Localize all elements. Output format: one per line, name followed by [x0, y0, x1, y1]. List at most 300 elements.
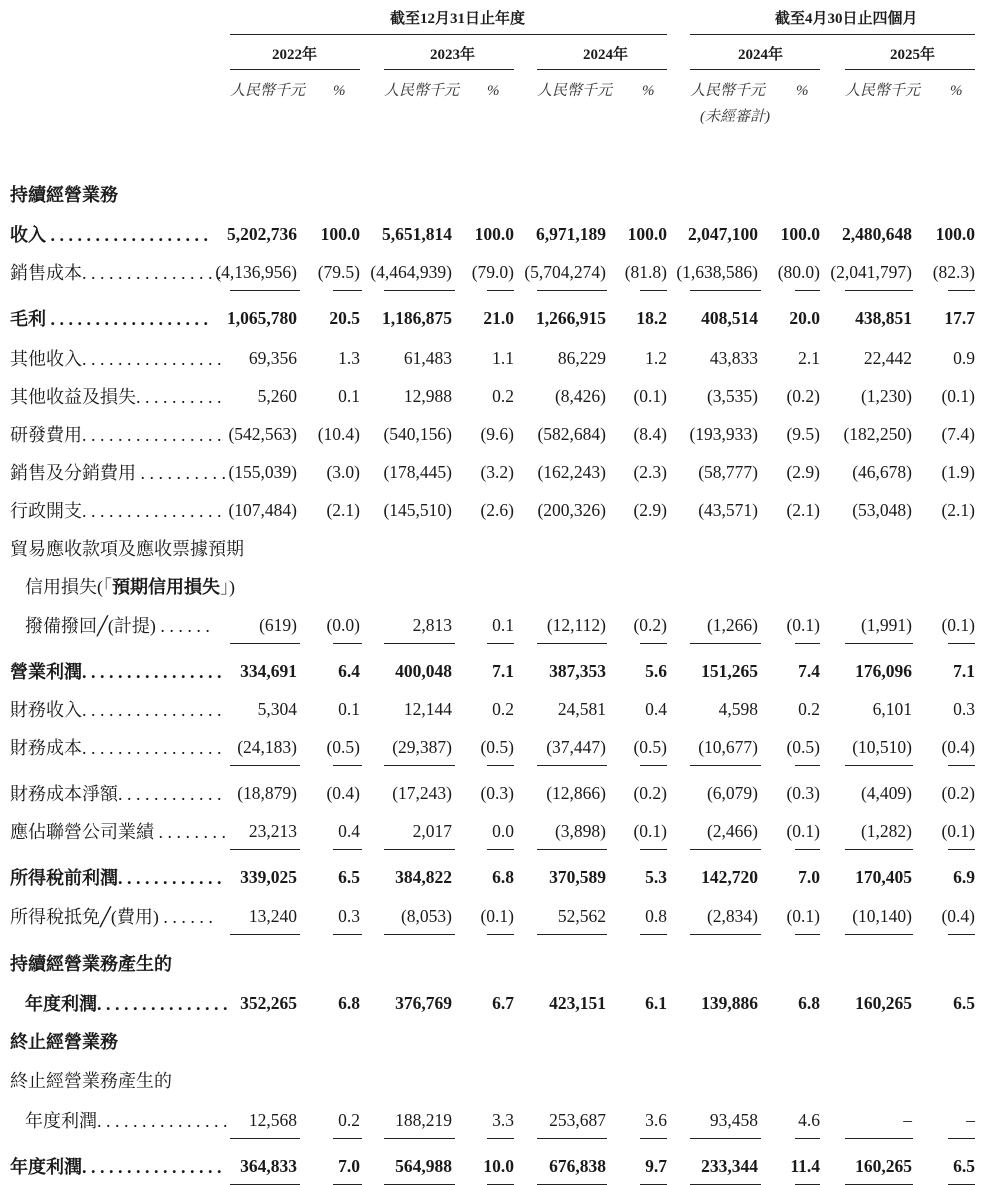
amount-cell: 400,048 [395, 661, 452, 681]
amount-cell: 69,356 [248, 348, 297, 368]
row-label: 所得稅前利潤. . . . . . . . . . . . [10, 868, 222, 888]
percent-cell: 5.6 [645, 661, 667, 681]
percent-cell: 0.8 [645, 906, 667, 926]
amount-cell: 408,514 [701, 308, 758, 328]
percent-cell: 0.2 [798, 699, 820, 719]
year-underline [384, 69, 514, 70]
percent-cell: 5.3 [645, 867, 667, 887]
percent-cell: (0.3) [786, 783, 820, 803]
row-label: 年度利潤. . . . . . . . . . . . . . . [25, 994, 228, 1014]
amount-cell: 23,213 [248, 821, 297, 841]
amount-cell: (12,112) [546, 615, 606, 635]
percent-cell: 100.0 [780, 224, 820, 244]
year-header-2024-four-months: 2024年 [738, 47, 784, 63]
amount-cell: (17,243) [392, 783, 452, 803]
amount-cell: (193,933) [689, 424, 758, 444]
amount-cell: 1,186,875 [382, 308, 452, 328]
percent-cell: 0.3 [953, 699, 975, 719]
percent-cell: (2.9) [786, 462, 820, 482]
percent-cell: 3.6 [645, 1110, 667, 1130]
percent-cell: (2.1) [786, 500, 820, 520]
percent-cell: 10.0 [483, 1156, 514, 1176]
year-underline [537, 69, 667, 70]
amount-cell: 22,442 [863, 348, 912, 368]
row-label: 所得稅抵免╱(費用) . . . . . . [10, 907, 213, 927]
percent-cell: 0.4 [338, 821, 360, 841]
defined-term: 預期信用損失 [112, 577, 220, 597]
total-underline [384, 765, 455, 766]
amount-cell: (53,048) [852, 500, 912, 520]
row-label: 年度利潤. . . . . . . . . . . . . . . . [10, 1157, 222, 1177]
percent-cell: 6.8 [338, 993, 360, 1013]
amount-cell: (3,535) [706, 386, 758, 406]
total-underline [640, 765, 667, 766]
total-underline [384, 290, 455, 291]
total-underline [230, 934, 300, 935]
percent-cell: (0.1) [941, 821, 975, 841]
year-header-2025-four-months: 2025年 [890, 47, 936, 63]
total-underline [333, 765, 362, 766]
percent-cell: 6.1 [645, 993, 667, 1013]
amount-cell: 13,240 [248, 906, 297, 926]
unit-rmb-label: 人民幣千元 [537, 83, 613, 99]
percent-cell: (3.2) [480, 462, 514, 482]
total-underline [795, 643, 820, 644]
amount-cell: 233,344 [701, 1156, 758, 1176]
percent-cell: 100.0 [627, 224, 667, 244]
amount-cell: 170,405 [855, 867, 912, 887]
amount-cell: (145,510) [383, 500, 452, 520]
amount-cell: 2,047,100 [688, 224, 758, 244]
percent-cell: 100.0 [935, 224, 975, 244]
total-underline [230, 1138, 300, 1139]
amount-cell: 160,265 [855, 1156, 912, 1176]
row-label: 收入 . . . . . . . . . . . . . . . . . . [10, 225, 208, 245]
percent-cell: (0.5) [786, 737, 820, 757]
amount-cell: (10,140) [852, 906, 912, 926]
amount-cell: (107,484) [228, 500, 297, 520]
total-underline [690, 643, 761, 644]
amount-cell: (3,898) [554, 821, 606, 841]
total-underline [640, 643, 667, 644]
amount-cell: (37,447) [546, 737, 606, 757]
total-underline [333, 290, 362, 291]
amount-cell: (12,866) [546, 783, 606, 803]
total-underline [690, 849, 761, 850]
amount-cell: 43,833 [709, 348, 758, 368]
row-label: 財務成本. . . . . . . . . . . . . . . . [10, 738, 222, 758]
unit-rmb-label: 人民幣千元 [845, 83, 921, 99]
percent-cell: (0.0) [326, 615, 360, 635]
amount-cell: 376,769 [395, 993, 452, 1013]
percent-cell: 11.4 [790, 1156, 820, 1176]
percent-cell: 17.7 [944, 308, 975, 328]
group-header-year-ended: 截至12月31日止年度 [390, 11, 526, 27]
percent-cell: (79.0) [471, 262, 514, 282]
amount-cell: 339,025 [240, 867, 297, 887]
percent-cell: (7.4) [941, 424, 975, 444]
percent-cell: (81.8) [624, 262, 667, 282]
percent-cell: 6.5 [953, 993, 975, 1013]
percent-cell: (0.4) [326, 783, 360, 803]
percent-cell: 4.6 [798, 1110, 820, 1130]
percent-cell: 6.8 [798, 993, 820, 1013]
amount-cell: 2,813 [412, 615, 452, 635]
percent-cell: 18.2 [636, 308, 667, 328]
percent-cell: (0.2) [786, 386, 820, 406]
percent-cell: (2.1) [941, 500, 975, 520]
percent-cell: 0.9 [953, 348, 975, 368]
percent-cell: (0.1) [480, 906, 514, 926]
percent-cell: 0.1 [338, 699, 360, 719]
percent-cell: (0.4) [941, 737, 975, 757]
percent-cell: 21.0 [483, 308, 514, 328]
percent-cell: 0.3 [338, 906, 360, 926]
amount-cell: 5,260 [257, 386, 297, 406]
total-underline [384, 643, 455, 644]
percent-cell: 1.1 [492, 348, 514, 368]
year-underline [230, 69, 360, 70]
amount-cell: 2,017 [412, 821, 452, 841]
amount-cell: 384,822 [395, 867, 452, 887]
group-header-four-months: 截至4月30日止四個月 [775, 11, 918, 27]
total-underline [948, 849, 975, 850]
amount-cell: (1,638,586) [676, 262, 758, 282]
total-underline [640, 290, 667, 291]
total-underline [537, 849, 607, 850]
percent-cell: 7.4 [798, 661, 820, 681]
total-underline [795, 765, 820, 766]
row-label: 貿易應收款項及應收票據預期 [10, 539, 244, 559]
total-underline [690, 934, 761, 935]
percent-cell: 0.4 [645, 699, 667, 719]
row-label: 銷售及分銷費用 . . . . . . . . . . [10, 463, 226, 483]
percent-cell: (0.4) [941, 906, 975, 926]
row-label: 研發費用. . . . . . . . . . . . . . . . [10, 425, 222, 445]
amount-cell: 160,265 [855, 993, 912, 1013]
percent-cell: 0.1 [338, 386, 360, 406]
row-label: 年度利潤. . . . . . . . . . . . . . . [25, 1111, 228, 1131]
percent-cell: 100.0 [474, 224, 514, 244]
total-underline [948, 643, 975, 644]
total-underline [948, 765, 975, 766]
percent-cell: (0.1) [786, 615, 820, 635]
total-underline [487, 934, 514, 935]
amount-cell: (2,834) [706, 906, 758, 926]
amount-cell: 52,562 [557, 906, 606, 926]
percent-cell: 3.3 [492, 1110, 514, 1130]
total-underline [845, 290, 913, 291]
percent-cell: (8.4) [633, 424, 667, 444]
percent-cell: (0.1) [633, 821, 667, 841]
percent-cell: (2.9) [633, 500, 667, 520]
percent-cell: (1.9) [941, 462, 975, 482]
row-label: 財務成本淨額. . . . . . . . . . . . [10, 784, 222, 804]
amount-cell: 438,851 [855, 308, 912, 328]
amount-cell: 6,101 [872, 699, 912, 719]
percent-cell: (0.1) [633, 386, 667, 406]
amount-cell: 12,144 [403, 699, 452, 719]
year-underline [845, 69, 975, 70]
row-label: 營業利潤. . . . . . . . . . . . . . . . [10, 662, 222, 682]
percent-cell: (80.0) [777, 262, 820, 282]
amount-cell: (18,879) [237, 783, 297, 803]
percent-cell: (82.3) [932, 262, 975, 282]
unit-pct-label: % [487, 83, 500, 99]
amount-cell: (4,464,939) [370, 262, 452, 282]
unit-pct-label: % [333, 83, 346, 99]
row-label: 毛利 . . . . . . . . . . . . . . . . . . [10, 309, 208, 329]
amount-cell: 352,265 [240, 993, 297, 1013]
percent-cell: 9.7 [645, 1156, 667, 1176]
total-underline [690, 765, 761, 766]
total-underline [948, 290, 975, 291]
row-label: 行政開支. . . . . . . . . . . . . . . . [10, 501, 222, 521]
percent-cell: (2.1) [326, 500, 360, 520]
amount-cell: (162,243) [537, 462, 606, 482]
percent-cell: (10.4) [317, 424, 360, 444]
total-underline [537, 290, 607, 291]
amount-cell: 151,265 [701, 661, 758, 681]
total-underline [537, 1138, 607, 1139]
percent-cell: 7.1 [953, 661, 975, 681]
row-label: 財務收入. . . . . . . . . . . . . . . . [10, 700, 222, 720]
percent-cell: – [966, 1110, 975, 1130]
percent-cell: 6.5 [953, 1156, 975, 1176]
year-header-2024: 2024年 [583, 47, 629, 63]
amount-cell: (46,678) [852, 462, 912, 482]
total-underline [690, 290, 761, 291]
total-underline [333, 934, 362, 935]
amount-cell: 176,096 [855, 661, 912, 681]
percent-cell: 20.5 [329, 308, 360, 328]
amount-cell: 6,971,189 [536, 224, 606, 244]
percent-cell: (0.2) [941, 783, 975, 803]
amount-cell: (6,079) [706, 783, 758, 803]
percent-cell: 7.0 [338, 1156, 360, 1176]
total-underline [845, 1138, 913, 1139]
amount-cell: (29,387) [392, 737, 452, 757]
amount-cell: (4,409) [860, 783, 912, 803]
amount-cell: 139,886 [701, 993, 758, 1013]
amount-cell: 86,229 [557, 348, 606, 368]
percent-cell: 0.0 [492, 821, 514, 841]
percent-cell: 7.1 [492, 661, 514, 681]
percent-cell: 0.2 [492, 386, 514, 406]
total-underline [795, 849, 820, 850]
total-underline [537, 765, 607, 766]
amount-cell: (582,684) [537, 424, 606, 444]
row-label: 信用損失(「預期信用損失」) [25, 577, 235, 597]
unit-pct-label: % [642, 83, 655, 99]
percent-cell: (0.5) [633, 737, 667, 757]
percent-cell: 6.8 [492, 867, 514, 887]
amount-cell: (542,563) [228, 424, 297, 444]
amount-cell: 423,151 [549, 993, 606, 1013]
total-underline [384, 934, 455, 935]
year-underline [690, 69, 820, 70]
percent-cell: (0.1) [941, 386, 975, 406]
percent-cell: (0.5) [480, 737, 514, 757]
total-underline [640, 934, 667, 935]
total-underline [537, 934, 607, 935]
amount-cell: 61,483 [403, 348, 452, 368]
amount-cell: (178,445) [383, 462, 452, 482]
section-heading: 持續經營業務產生的 [10, 954, 172, 974]
amount-cell: (8,426) [554, 386, 606, 406]
total-underline [333, 849, 362, 850]
percent-cell: (0.2) [633, 783, 667, 803]
amount-cell: (10,677) [698, 737, 758, 757]
year-header-2023: 2023年 [430, 47, 476, 63]
amount-cell: 2,480,648 [842, 224, 912, 244]
total-underline [487, 765, 514, 766]
amount-cell: (8,053) [400, 906, 452, 926]
percent-cell: (2.3) [633, 462, 667, 482]
percent-cell: (79.5) [317, 262, 360, 282]
amount-cell: (10,510) [852, 737, 912, 757]
total-underline [230, 290, 300, 291]
percent-cell: (0.1) [786, 906, 820, 926]
total-underline [487, 290, 514, 291]
percent-cell: 0.2 [338, 1110, 360, 1130]
total-underline [333, 643, 362, 644]
percent-cell: 6.5 [338, 867, 360, 887]
percent-cell: 0.1 [492, 615, 514, 635]
amount-cell: (200,326) [537, 500, 606, 520]
amount-cell: (155,039) [228, 462, 297, 482]
amount-cell: (619) [259, 615, 297, 635]
total-underline [333, 1138, 362, 1139]
amount-cell: 188,219 [395, 1110, 452, 1130]
amount-cell: (540,156) [383, 424, 452, 444]
amount-cell: 1,065,780 [227, 308, 297, 328]
amount-cell: (5,704,274) [524, 262, 606, 282]
total-underline [795, 290, 820, 291]
total-underline [690, 1138, 761, 1139]
amount-cell: 5,304 [257, 699, 297, 719]
total-underline [230, 849, 300, 850]
percent-cell: (0.3) [480, 783, 514, 803]
group-underline-year [230, 34, 667, 35]
percent-cell: 7.0 [798, 867, 820, 887]
percent-cell: 6.9 [953, 867, 975, 887]
amount-cell: 12,988 [403, 386, 452, 406]
amount-cell: 5,651,814 [382, 224, 452, 244]
amount-cell: 93,458 [709, 1110, 758, 1130]
total-underline [230, 765, 300, 766]
total-underline [845, 643, 913, 644]
amount-cell: 387,353 [549, 661, 606, 681]
amount-cell: (182,250) [843, 424, 912, 444]
percent-cell: (9.6) [480, 424, 514, 444]
row-label: 銷售成本. . . . . . . . . . . . . . . . [10, 263, 222, 283]
amount-cell: 370,589 [549, 867, 606, 887]
total-underline [948, 934, 975, 935]
total-underline [948, 1138, 975, 1139]
amount-cell: 564,988 [395, 1156, 452, 1176]
total-underline [384, 849, 455, 850]
amount-cell: 364,833 [240, 1156, 297, 1176]
unit-rmb-label: 人民幣千元 [230, 83, 306, 99]
percent-cell: 100.0 [320, 224, 360, 244]
percent-cell: (9.5) [786, 424, 820, 444]
percent-cell: (0.1) [941, 615, 975, 635]
total-underline [384, 1138, 455, 1139]
amount-cell: – [903, 1110, 912, 1130]
amount-cell: 253,687 [549, 1110, 606, 1130]
amount-cell: (58,777) [698, 462, 758, 482]
total-underline [640, 849, 667, 850]
percent-cell: (0.1) [786, 821, 820, 841]
amount-cell: 676,838 [549, 1156, 606, 1176]
percent-cell: (3.0) [326, 462, 360, 482]
percent-cell: (2.6) [480, 500, 514, 520]
total-underline [845, 849, 913, 850]
amount-cell: 4,598 [718, 699, 758, 719]
percent-cell: 1.2 [645, 348, 667, 368]
section-heading: 終止經營業務 [10, 1032, 118, 1052]
amount-cell: 12,568 [248, 1110, 297, 1130]
percent-cell: 20.0 [789, 308, 820, 328]
amount-cell: (1,230) [860, 386, 912, 406]
total-underline [845, 765, 913, 766]
percent-cell: (0.2) [633, 615, 667, 635]
amount-cell: 334,691 [240, 661, 297, 681]
percent-cell: 0.2 [492, 699, 514, 719]
amount-cell: (24,183) [237, 737, 297, 757]
unit-rmb-label: 人民幣千元 [690, 83, 766, 99]
percent-cell: 1.3 [338, 348, 360, 368]
unit-pct-label: % [950, 83, 963, 99]
row-label: 應佔聯營公司業績 . . . . . . . . [10, 822, 226, 842]
percent-cell: 6.4 [338, 661, 360, 681]
unaudited-note: (未經審計) [700, 109, 770, 125]
percent-cell: (0.5) [326, 737, 360, 757]
total-underline [230, 643, 300, 644]
amount-cell: (2,041,797) [830, 262, 912, 282]
amount-cell: (4,136,956) [215, 262, 297, 282]
percent-cell: 6.7 [492, 993, 514, 1013]
total-underline [537, 643, 607, 644]
amount-cell: 5,202,736 [227, 224, 297, 244]
amount-cell: (1,991) [860, 615, 912, 635]
amount-cell: (43,571) [698, 500, 758, 520]
amount-cell: (2,466) [706, 821, 758, 841]
row-label: 撥備撥回╱(計提) . . . . . . [25, 616, 210, 636]
total-underline [795, 934, 820, 935]
total-underline [487, 849, 514, 850]
total-underline [795, 1138, 820, 1139]
total-underline [487, 1138, 514, 1139]
row-label: 其他收入. . . . . . . . . . . . . . . . [10, 349, 222, 369]
unit-pct-label: % [796, 83, 809, 99]
total-underline [845, 934, 913, 935]
amount-cell: 1,266,915 [536, 308, 606, 328]
amount-cell: 24,581 [557, 699, 606, 719]
percent-cell: 2.1 [798, 348, 820, 368]
row-label: 其他收益及損失. . . . . . . . . . [10, 387, 222, 407]
total-underline [640, 1138, 667, 1139]
group-underline-four-months [690, 34, 975, 35]
unit-rmb-label: 人民幣千元 [384, 83, 460, 99]
year-header-2022: 2022年 [272, 47, 318, 63]
total-underline [487, 643, 514, 644]
amount-cell: (1,282) [860, 821, 912, 841]
amount-cell: 142,720 [701, 867, 758, 887]
amount-cell: (1,266) [706, 615, 758, 635]
row-label: 終止經營業務產生的 [10, 1071, 172, 1091]
